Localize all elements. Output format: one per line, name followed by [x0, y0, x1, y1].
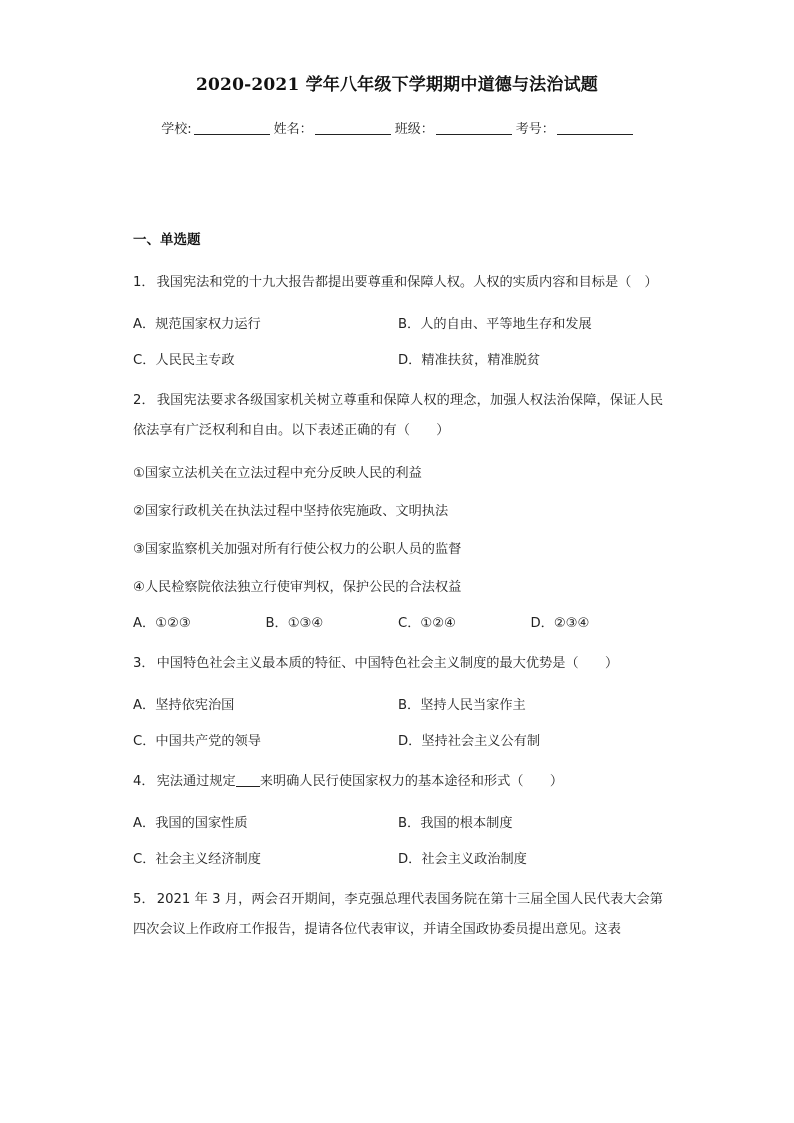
class-field — [395, 118, 512, 137]
option-b[interactable]: B．坚持人民当家作主 — [398, 698, 526, 713]
statement-4: ④人民检察院依法独立行使审判权，保护公民的合法权益 — [133, 580, 462, 595]
option-row — [133, 813, 663, 835]
exam-no-field — [516, 118, 633, 137]
option-row — [133, 314, 663, 336]
option-row — [133, 350, 663, 372]
question-text-after: 来明确人民行使国家权力的基本途径和形式（ ） — [259, 774, 564, 789]
question-stem — [133, 268, 663, 298]
exam-no-label: 考号： — [515, 122, 555, 137]
question-number: 4． — [133, 774, 155, 789]
statement-1: ①国家立法机关在立法过程中充分反映人民的利益 — [133, 466, 422, 481]
exam-no-blank[interactable] — [557, 120, 633, 135]
option-a[interactable]: A．坚持依宪治国 — [133, 698, 235, 713]
question-5 — [133, 885, 663, 945]
option-d[interactable]: D．精准扶贫，精准脱贫 — [398, 353, 541, 368]
fill-in-blank — [236, 772, 260, 787]
name-blank[interactable] — [315, 120, 391, 135]
option-d[interactable]: D．社会主义政治制度 — [398, 852, 527, 867]
school-field — [161, 118, 269, 137]
question-number: 2． — [133, 393, 155, 408]
question-text: 中国特色社会主义最本质的特征、中国特色社会主义制度的最大优势是（ ） — [156, 656, 619, 671]
question-text: 2021 年 3 月，两会召开期间，李克强总理代表国务院在第十三届全国人民代表大会第四次会议上作政府工作报告，提请各位代表审议，并请全国政协委员提出意见。这表 — [133, 892, 663, 937]
school-label: 学校: — [161, 122, 192, 137]
option-row — [133, 613, 663, 635]
option-c[interactable]: C．中国共产党的领导 — [133, 734, 261, 749]
option-c[interactable]: C．社会主义经济制度 — [133, 852, 261, 867]
name-field — [274, 118, 391, 137]
question-3 — [133, 649, 663, 753]
page-title: 2020-2021 学年八年级下学期期中道德与法治试题 — [195, 75, 598, 95]
question-text: 我国宪法和党的十九大报告都提出要尊重和保障人权。人权的实质内容和目标是（ ） — [156, 275, 658, 290]
questions-area — [133, 230, 663, 959]
option-d[interactable]: D．坚持社会主义公有制 — [398, 734, 541, 749]
option-a[interactable]: A．规范国家权力运行 — [133, 317, 261, 332]
option-b[interactable]: B．我国的根本制度 — [398, 816, 513, 831]
question-2 — [133, 386, 663, 635]
option-row — [133, 849, 663, 871]
question-text-before: 宪法通过规定 — [156, 774, 236, 789]
option-row — [133, 731, 663, 753]
name-label: 姓名： — [273, 122, 313, 137]
question-number: 1． — [133, 275, 155, 290]
question-1 — [133, 268, 663, 372]
question-stem — [133, 767, 663, 797]
class-blank[interactable] — [436, 120, 512, 135]
question-stem — [133, 885, 663, 945]
question-number: 5． — [133, 892, 155, 907]
option-row — [133, 695, 663, 717]
question-stem — [133, 386, 663, 446]
option-b[interactable]: B．人的自由、平等地生存和发展 — [398, 317, 592, 332]
question-4 — [133, 767, 663, 871]
student-info-row — [0, 118, 794, 137]
statement-3: ③国家监察机关加强对所有行使公权力的公职人员的监督 — [133, 542, 462, 557]
question-stem — [133, 649, 663, 679]
section-heading: 一、单选题 — [133, 232, 201, 248]
school-blank[interactable] — [194, 120, 270, 135]
option-d[interactable]: D．②③④ — [530, 616, 590, 631]
question-number: 3． — [133, 656, 155, 671]
option-b[interactable]: B．①③④ — [265, 616, 324, 631]
option-c[interactable]: C．人民民主专政 — [133, 353, 235, 368]
statement-2: ②国家行政机关在执法过程中坚持依宪施政、文明执法 — [133, 504, 449, 519]
option-c[interactable]: C．①②④ — [398, 616, 456, 631]
option-a[interactable]: A．我国的国家性质 — [133, 816, 248, 831]
class-label: 班级： — [394, 122, 434, 137]
option-a[interactable]: A．①②③ — [133, 616, 191, 631]
question-text: 我国宪法要求各级国家机关树立尊重和保障人权的理念，加强人权法治保障，保证人民依法享有广泛权利和自由。以下表述正确的有（ ） — [133, 393, 664, 438]
